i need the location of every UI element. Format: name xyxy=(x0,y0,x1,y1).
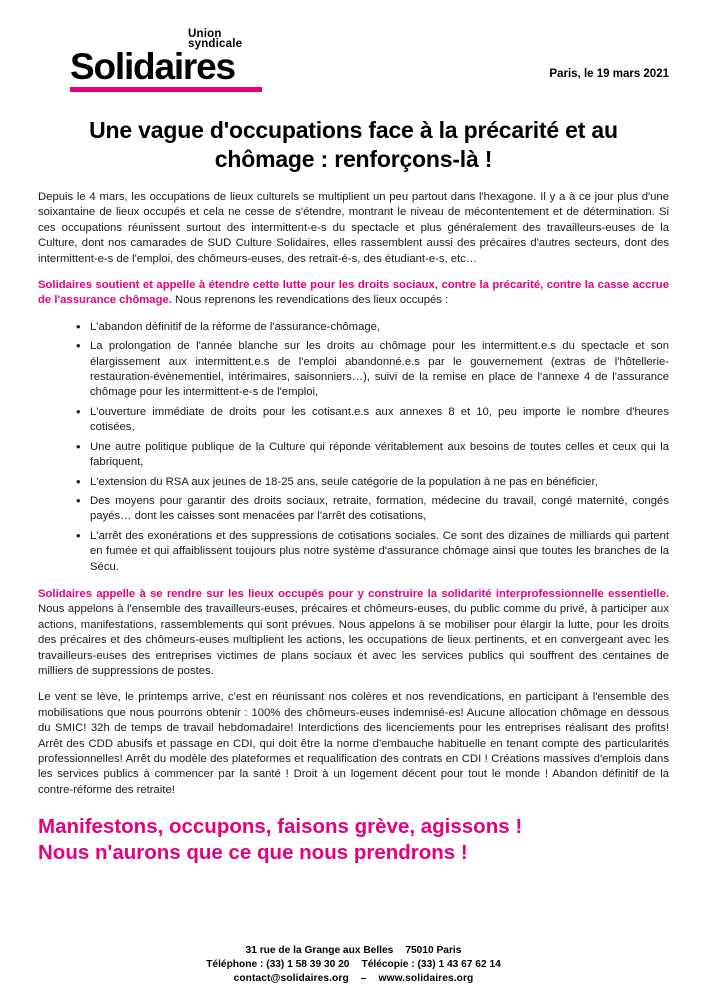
footer-phone-label: Téléphone : xyxy=(206,959,264,970)
logo-syndicale-text: syndicale xyxy=(188,38,243,50)
call-to-extend-highlight: Solidaires soutient et appelle à étendre cette lutte pour les droits sociaux, contre la précarité, contre la casse accrue de l'assurance chômage. xyxy=(38,279,669,307)
list-item: • Une autre politique publique de la Culture qui réponde véritablement aux besoins de toutes celles et ceux qui la fabriquent, xyxy=(76,440,669,471)
footer-postal: 75010 Paris xyxy=(405,945,462,956)
footer-fax: (33) 1 43 67 62 14 xyxy=(417,959,501,970)
solidarity-paragraph xyxy=(38,587,669,679)
logo-union-text: Union xyxy=(188,28,222,40)
list-item: • L'abandon définitif de la réforme de l'assurance-chômage, xyxy=(76,320,669,335)
solidaires-logo xyxy=(70,28,300,92)
footer-contact-row: contact@solidaires.org – www.solidaires.org xyxy=(233,973,474,984)
footer-fax-label: Télécopie : xyxy=(361,959,415,970)
list-item: • L'arrêt des exonérations et des suppressions de cotisations sociales. Ce sont des dizaines de milliards qui partent en fumée et qui affaiblissent toujours plus notre système d'assurance chômage ainsi que toutes les branches de la Sécu. xyxy=(76,529,669,575)
logo-underline-rule xyxy=(70,87,262,92)
footer-phone: (33) 1 58 39 30 20 xyxy=(266,959,350,970)
list-item: • Des moyens pour garantir des droits sociaux, retraite, formation, médecine du travail, congé maternité, congés payés… dont les caisses sont menacées par l'arrêt des cotisations, xyxy=(76,494,669,525)
call-to-extend-paragraph xyxy=(38,278,669,309)
list-item: • L'ouverture immédiate de droits pour les cotisant.e.s aux annexes 8 et 10, peu importe le nombre d'heures cotisées, xyxy=(76,405,669,436)
claims-list xyxy=(38,320,669,575)
footer-email[interactable]: contact@solidaires.org xyxy=(233,973,349,984)
document-footer xyxy=(0,944,707,986)
intro-paragraph: Depuis le 4 mars, les occupations de lieux culturels se multiplient un peu partout dans l'hexagone. Il y a à ce jour plus d'une soixantaine de lieux occupés et cela ne cesse de s'étendre, montrant le niveau de mécontentement et de détermination. Si ces occupations réunissent surtout des intermittent-e-s du spectacle et plus généralement des travailleurs-euses de la Culture, dont nos camarades de SUD Culture Solidaires, elles rassemblent aussi des précaires d'autres secteurs, dont des intermittent-e-s de l'emploi, des chômeurs-euses, des retrait-é-s, des étudiant-e-s, etc… xyxy=(38,191,669,265)
list-item: • La prolongation de l'année blanche sur les droits au chômage pour les intermittent.e.s du spectacle et son élargissement aux intermittent.e.s de l'emploi abandonné.e.s par le gouvernement (extras de l'hôtellerie-restauration-évènementiel, intérimaires, saisonniers…), suivi de la remise en place de l'annexe 4 de l'assurance chômage pour les intermittent-e-s de l'emploi, xyxy=(76,339,669,401)
closing-slogan xyxy=(38,814,669,866)
footer-address: 31 rue de la Grange aux Belles xyxy=(245,945,394,956)
footer-phone-row xyxy=(0,958,707,972)
slogan-line-2: Nous n'aurons que ce que nous prendrons ! xyxy=(38,841,468,865)
list-item: • L'extension du RSA aux jeunes de 18-25 ans, seule catégorie de la population à ne pas en bénéficier, xyxy=(76,475,669,490)
demands-paragraph: Le vent se lève, le printemps arrive, c'est en réunissant nos colères et nos revendications, en participant à l'ensemble des mobilisations que nous pourrons obtenir : 100% des chômeurs-euses indemnisé-es! Aucune allocation chômage en dessous du SMIC! 32h de temps de travail hebdomadaire! Interdictions des licenciements pour les entreprises réalisant des profits! Arrêt des CDD abusifs et passage en CDI, qui doit être la norme d'embauche habituelle en tenant compte des particularités professionnelles! Arrêt du modèle des plateformes et requalification des contrats en CDI ! Créations massives d'emplois dans les services publics à commencer par la santé ! Droit à un logement décent pour tout le monde ! Abandon définitif de la contre-réforme des retraite! xyxy=(38,691,669,796)
solidarity-rest: Nous appelons à l'ensemble des travailleurs-euses, précaires et chômeurs-euses, du public comme du privé, à participer aux actions, manifestations, rassemblements qui sont prévues. Nous appelons à se mobiliser pour élargir la lutte, pour les droits des précaires et des chômeurs-euses multiplient les actions, les occupations de lieux pertinents, et en convergeant avec les travailleurs-euses des entreprises victimes de plans sociaux et avec les services publics qui souffrent des centaines de milliers de suppressions de postes. xyxy=(38,603,669,677)
page-title: Une vague d'occupations face à la précarité et au chômage : renforçons-là ! xyxy=(89,117,618,172)
document-header xyxy=(38,22,669,94)
document-date: Paris, le 19 mars 2021 xyxy=(549,68,669,80)
footer-website[interactable]: www.solidaires.org xyxy=(378,973,474,984)
footer-address-row xyxy=(0,944,707,958)
slogan-line-1: Manifestons, occupons, faisons grève, agissons ! xyxy=(38,815,523,839)
call-to-extend-rest: Nous reprenons les revendications des lieux occupés : xyxy=(171,294,449,307)
logo-wordmark: Solidaires xyxy=(70,46,235,87)
solidarity-highlight: Solidaires appelle à se rendre sur les lieux occupés pour y construire la solidarité interprofessionnelle essentielle. xyxy=(38,587,669,600)
